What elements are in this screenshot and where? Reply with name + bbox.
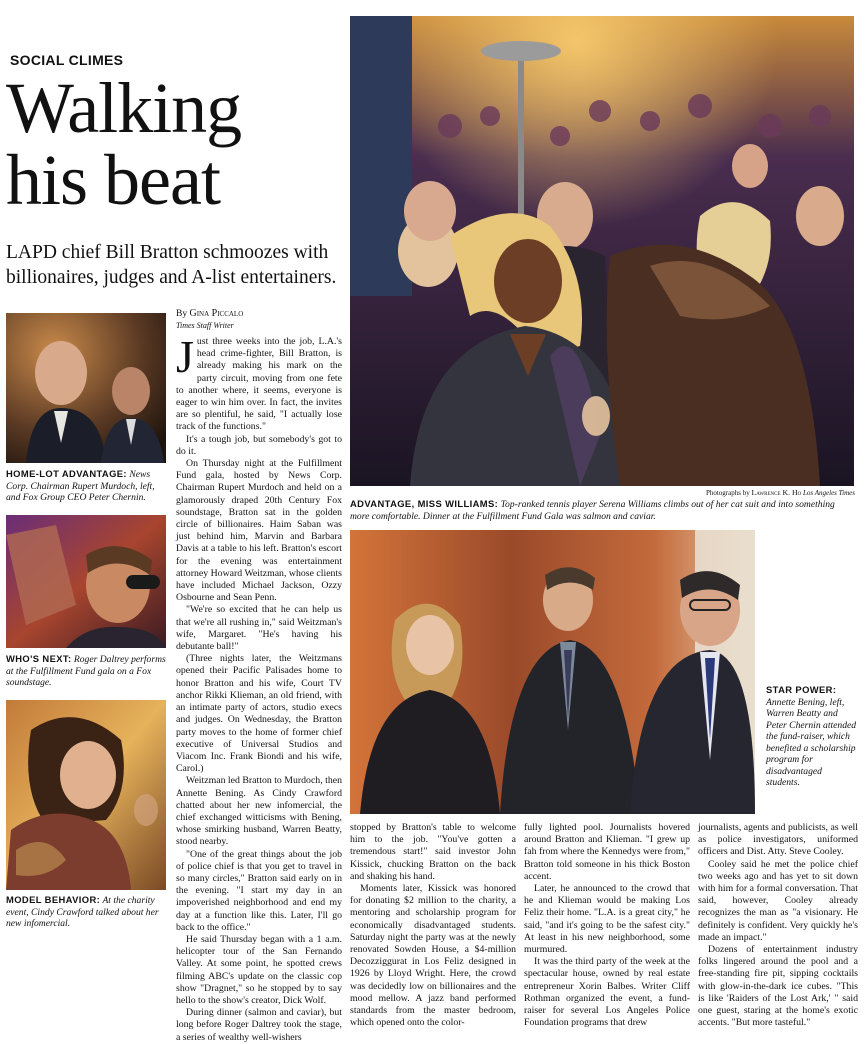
headline-line-1: Walking: [6, 68, 242, 148]
caption-whos-next: WHO'S NEXT: Roger Daltrey performs at the Fulfillment Fund gala on a Fox soundstage.: [6, 653, 166, 688]
headline: [6, 68, 341, 220]
photo-murdoch-chernin: [6, 313, 166, 463]
photo-bening-beatty-chernin: [350, 530, 755, 814]
caption-star-power: STAR POWER: Annette Bening, left, Warren Beatty and Peter Chernin attended the fund-raiser, which benefited a scholarship program for disadvantaged students.: [766, 684, 857, 788]
article-column-1: Just three weeks into the job, L.A.'s head crime-fighter, Bill Bratton, is already making his mark on the party circuit, moving from one fete to another where, it seems, everyone is eager to win him over. In fact, the invites are so plentiful, he said, "I actually lose track of the functions." It's a tough job, but somebody's got to do it. On Thursday night at the Fulfillment Fund gala, hosted by News Corp. Chairman Rupert Murdoch and held on a glamorously draped 20th Century Fox soundstage, Bratton sat in the golden circle of billionaires. Haim Saban was just behind him, Marvin and Barbara Davis at a table to his left. Bratton's escort for the evening was entertainment attorney Howard Weitzman, whose clients have included Michael Jackson, Ozzy Osbourne and Sean Penn. "We're so excited that he can help us that we're all rushing in," said Weitzman's wife, Margaret. "He's having his debutante ball!" (Three nights later, the Weitzmans opened their Pacific Palisades home to honor Bratton and his wife, Court TV anchor Rikki Klieman, an old friend, with an intimate party of actors, studio execs and judges. On Wednesday, the Bratton party moves to the home of former chief executive of Universal Studios and Viacom Inc. Frank Biondi and his wife, Carol.) Weitzman led Bratton to Murdoch, then Annette Bening. As Cindy Crawford chatted about her new infomercial, the chief exchanged witticisms with Bening, whose smirking husband, Warren Beatty, stood nearby. "One of the great things about the job of police chief is that you get to travel in so many circles," Bratton said early on in the evening. "I start my day in an impoverished neighborhood and end my day at a function like this. Later, I'll go back to the office." He said Thursday began with a 1 a.m. helicopter tour of the San Fernando Valley. At some point, he spotted crews filming ABC's update on the classic cop show "Dragnet," so he stopped by to say hello to the show's creator, Dick Wolf. During dinner (salmon and caviar), but long before Roger Daltrey took the stage, a series of wealthy well-wishers: [176, 331, 342, 1043]
article-column-4: journalists, agents and publicists, as well as police investigators, uniformed officers and Dist. Atty. Steve Cooley. Cooley said he met the police chief two weeks ago and has yet to sit down with him for a formal conversation. That said, however, Cooley already recognizes the man as "a visionary. He definitely is confident. Very quickly he's made an impact." Dozens of entertainment industry folks lingered around the pool and a free-standing fire pit, sipping cocktails with glow-in-the-dark ice cubes. "This is like 'Raiders of the Lost Ark,' " said one guest, staring at the home's exotic accents. "But more tasteful.": [698, 822, 858, 1029]
photo-cindy-crawford: [6, 700, 166, 890]
section-kicker: SOCIAL CLIMES: [10, 52, 124, 68]
caption-home-lot: HOME-LOT ADVANTAGE: News Corp. Chairman Rupert Murdoch, left, and Fox Group CEO Peter Chernin.: [6, 468, 155, 503]
photo-credit: Photographs by Lawrence K. Ho Los Angeles Times: [705, 488, 855, 497]
byline: By Gina Piccalo Times Staff Writer: [176, 308, 244, 330]
subheadline: LAPD chief Bill Bratton schmoozes with billionaires, judges and A-list entertainers.: [6, 242, 337, 288]
caption-advantage: ADVANTAGE, MISS WILLIAMS: Top-ranked tennis player Serena Williams climbs out of her cat suit and into something more comfortable. Dinner at the Fulfillment Fund Gala was salmon and caviar.: [350, 498, 835, 522]
drop-cap: J: [176, 331, 194, 382]
article-column-2: stopped by Bratton's table to welcome him to the job. "You've gotten a tremendous start!" said investor John Kissick, chucking Bratton on the back and shaking his hand. Moments later, Kissick was honored for donating $2 million to the charity, a mentoring and scholarship program for economically disadvantaged students. Saturday night the party was at the newly renovated Sowden House, a $4-million Decozziggurat in Los Feliz designed in 1926 by Lloyd Wright. Here, the crowd was decidedly low on billionaires and the mood mellow. A jazz band performed standards from the master bedroom, which opened onto the color-: [350, 822, 516, 1029]
photo-serena-williams: [350, 16, 854, 486]
caption-model-behavior: MODEL BEHAVIOR: At the charity event, Cindy Crawford talked about her new infomercial.: [6, 894, 159, 929]
article-column-3: fully lighted pool. Journalists hovered around Bratton and Klieman. "I grew up fah from where the Kennedys were from," Bratton told someone in his thick Boston accent. Later, he announced to the crowd that he and Klieman would be making Los Feliz their home. "L.A. is a great city," he said, "and it's going to be the safest city." At least in his new neighborhood, some murmured. It was the third party of the week at the spectacular house, owned by real estate entrepreneur Xorin Balbes. Writer Cliff Rothman organized the event, a fund-raiser for several Los Angeles Police Foundation programs that drew: [524, 822, 690, 1029]
headline-line-2: his beat: [6, 140, 220, 220]
photo-roger-daltrey: [6, 515, 166, 648]
